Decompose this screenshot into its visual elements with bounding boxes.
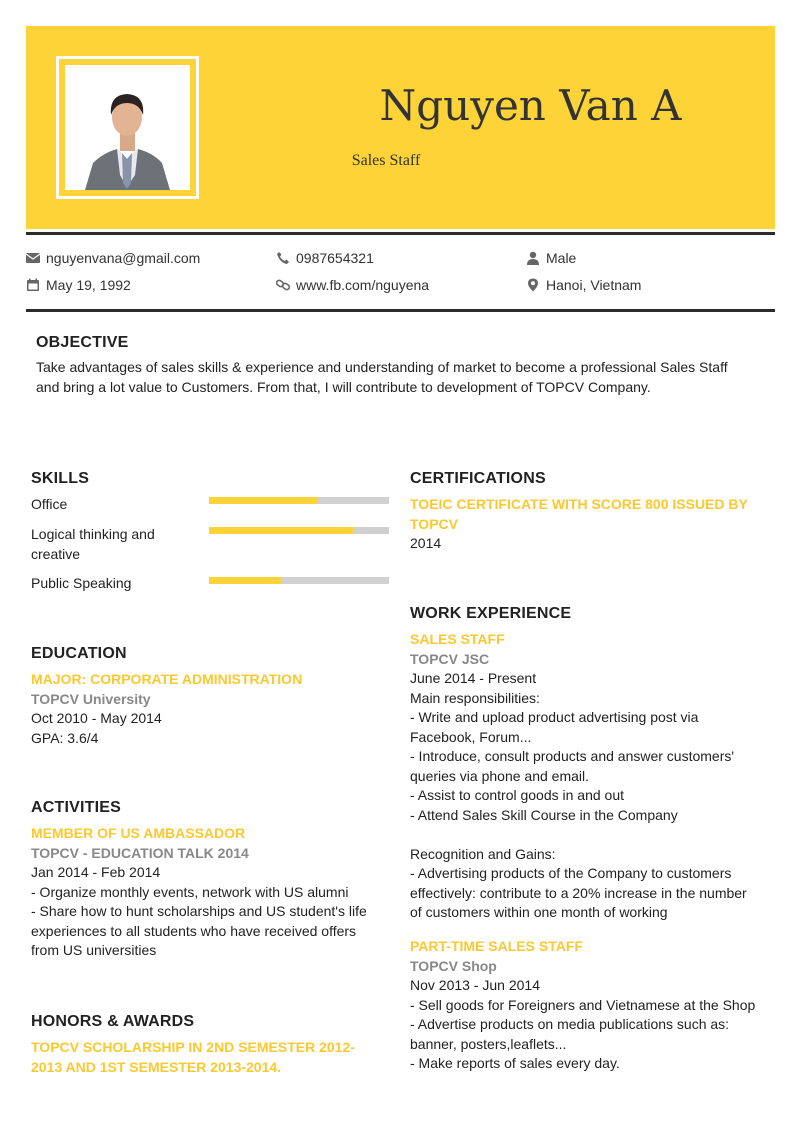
contact-gender: [526, 250, 576, 266]
skill-bar-fill: [209, 527, 353, 534]
job-line: - Make reports of sales every day.: [410, 1055, 620, 1071]
job-line: Facebook, Forum...: [410, 728, 532, 745]
job-line: - Sell goods for Foreigners and Vietnamese at the Shop: [410, 996, 756, 1013]
activity-line: experiences to all students who have received offers: [31, 922, 357, 939]
certifications-heading: CERTIFICATIONS: [410, 470, 546, 487]
job-line: - Attend Sales Skill Course in the Company: [410, 806, 678, 823]
education-school: TOPCV University: [31, 690, 151, 707]
job-company: TOPCV Shop: [410, 957, 497, 974]
job-line: queries via phone and email.: [410, 767, 590, 784]
job-line: banner, posters,leaflets...: [410, 1035, 567, 1052]
certification-name: TOEIC CERTIFICATE WITH SCORE 800 ISSUED BY: [410, 496, 748, 512]
job-line: Main responsibilities:: [410, 689, 540, 706]
objective-text: [36, 358, 728, 397]
job-line: effectively: contribute to a 20% increase in the number: [410, 884, 747, 901]
skill-bar-fill: [209, 497, 317, 504]
job-entry: [410, 630, 747, 923]
contact-website: [276, 277, 429, 293]
honor-entry: [31, 1038, 355, 1077]
user-icon: [526, 251, 540, 265]
phone-icon: [276, 251, 290, 265]
education-entry: [31, 670, 302, 748]
map-pin-icon: [526, 278, 540, 292]
education-period: Oct 2010 - May 2014: [31, 710, 162, 726]
divider-bottom: [26, 309, 775, 312]
location-value: Hanoi, Vietnam: [546, 277, 642, 293]
job-period: Nov 2013 - Jun 2014: [410, 977, 540, 993]
activity-role: MEMBER OF US AMBASSADOR: [31, 825, 246, 841]
honor-line: 2013 AND 1ST SEMESTER 2013-2014.: [31, 1058, 282, 1075]
activity-line: - Organize monthly events, network with US alumni: [31, 883, 349, 900]
skill-name: Public Speaking: [31, 575, 132, 591]
calendar-icon: [26, 278, 40, 292]
skills-heading: SKILLS: [31, 470, 90, 487]
contact-phone: [276, 250, 374, 266]
activity-line: from US universities: [31, 942, 157, 958]
job-line: - Assist to control goods in and out: [410, 787, 625, 803]
job-position: SALES STAFF: [410, 631, 505, 647]
page-title: Nguyen Van A: [379, 81, 682, 130]
phone-value: 0987654321: [296, 250, 374, 266]
certification-year: 2014: [410, 535, 442, 551]
job-title: Sales Staff: [351, 152, 421, 169]
skill-bar-fill: [209, 577, 281, 584]
contact-birthday: [26, 277, 131, 293]
email-value: nguyenvana@gmail.com: [46, 250, 201, 266]
profile-photo-frame: [56, 56, 199, 199]
contact-location: [526, 277, 641, 293]
gender-value: Male: [546, 250, 577, 266]
education-gpa: GPA: 3.6/4: [31, 729, 99, 746]
job-position: PART-TIME SALES STAFF: [410, 938, 583, 954]
activity-line: - Share how to hunt scholarships and US student's life: [31, 903, 367, 919]
website-link[interactable]: www.fb.com/nguyena: [296, 277, 430, 293]
header-banner: [26, 26, 775, 229]
avatar: [65, 65, 190, 190]
job-line: - Advertising products of the Company to customers: [410, 865, 732, 881]
objective-line: Take advantages of sales skills & experience and understanding of market to become a professional Sales Staff: [36, 359, 728, 375]
skill-name-line: creative: [31, 545, 81, 562]
envelope-icon: [26, 251, 40, 265]
activity-period: Jan 2014 - Feb 2014: [31, 864, 161, 880]
work-heading: WORK EXPERIENCE: [410, 605, 572, 622]
honor-line: TOPCV SCHOLARSHIP IN 2ND SEMESTER 2012-: [31, 1039, 355, 1055]
job-line: of customers within one month of working: [410, 904, 668, 920]
skill-name-line: Logical thinking and: [31, 526, 155, 542]
activities-heading: ACTIVITIES: [31, 799, 122, 816]
honors-heading: HONORS & AWARDS: [31, 1013, 195, 1030]
skill-name: [31, 525, 155, 564]
job-company: TOPCV JSC: [410, 650, 490, 667]
education-major: MAJOR: CORPORATE ADMINISTRATION: [31, 671, 303, 687]
job-line: - Advertise products on media publications such as:: [410, 1016, 730, 1032]
objective-line: and bring a lot value to Customers. From that, I will contribute to development of TOPCV Company.: [36, 378, 651, 395]
job-period: June 2014 - Present: [410, 670, 537, 686]
certification-name: TOPCV: [410, 515, 458, 532]
link-icon: [276, 278, 290, 292]
objective-heading: OBJECTIVE: [36, 334, 129, 351]
activity-org: TOPCV - EDUCATION TALK 2014: [31, 844, 249, 861]
education-heading: EDUCATION: [31, 645, 127, 662]
skill-bar: [209, 497, 389, 504]
job-line: - Introduce, consult products and answer customers': [410, 748, 735, 764]
job-line: - Write and upload product advertising post via: [410, 709, 699, 725]
job-entry: [410, 937, 755, 1074]
skill-bar: [209, 577, 389, 584]
activity-entry: [31, 824, 367, 961]
job-line-spacer: [410, 825, 747, 845]
certification-entry: [410, 495, 748, 554]
skill-name: Office: [31, 496, 68, 512]
contact-email: [26, 250, 200, 266]
divider-top: [26, 232, 775, 235]
skill-bar: [209, 527, 389, 534]
birthday-value: May 19, 1992: [46, 277, 131, 293]
job-line: Recognition and Gains:: [410, 845, 556, 862]
